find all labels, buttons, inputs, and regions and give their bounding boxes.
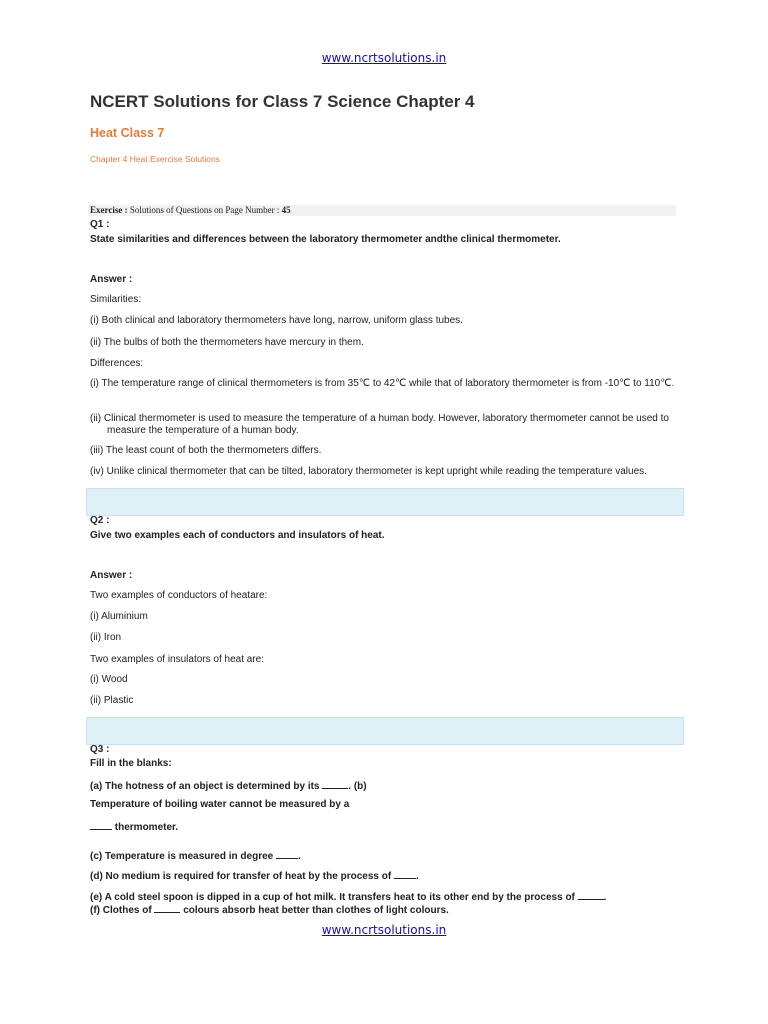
q2-question: Give two examples each of conductors and insulators of heat. <box>90 530 385 541</box>
q3-line-f-start: (f) Clothes of <box>90 905 152 916</box>
q3-line-c: (c) Temperature is measured in degree . <box>90 851 301 862</box>
q3-line-b2 <box>90 820 178 834</box>
q3-line-a-end: . (b) <box>348 781 367 792</box>
q3-line-f-end: colours absorb heat better than clothes of light colours. <box>183 905 449 916</box>
footer-site-link[interactable]: www.ncrtsolutions.in <box>321 923 447 937</box>
q1-answer-label: Answer : <box>90 274 133 285</box>
q3-line-a-text: (a) The hotness of an object is determined by its <box>90 781 320 792</box>
q3-label: Q3 : <box>90 744 110 755</box>
exercise-text: Solutions of Questions on Page Number : <box>129 205 280 215</box>
exercise-page-number: 45 <box>281 205 291 215</box>
q3-line-e-text: (e) A cold steel spoon is dipped in a cup of hot milk. It transfers heat to its other end by the process of <box>90 892 575 903</box>
q3-line-b1: Temperature of boiling water cannot be measured by a <box>90 799 350 810</box>
q2-insulator-2: (ii) Plastic <box>90 695 134 706</box>
q3-line-a <box>90 779 367 793</box>
q3-line-d: (d) No medium is required for transfer of heat by the process of . <box>90 871 419 882</box>
q1-similarities-label: Similarities: <box>90 294 142 305</box>
blank-line <box>154 903 180 913</box>
exercise-label: Exercise : <box>90 205 128 215</box>
q1-similarity-2: (ii) The bulbs of both the thermometers have mercury in them. <box>90 337 364 348</box>
q1-differences-label: Differences: <box>90 358 144 369</box>
blank-line <box>90 820 112 830</box>
q1-label: Q1 : <box>90 219 110 230</box>
question-separator <box>86 488 684 516</box>
q2-answer-label: Answer : <box>90 570 133 581</box>
q3-intro: Fill in the blanks: <box>90 758 172 769</box>
q3-line-f <box>90 903 449 917</box>
q1-difference-3: (iii) The least count of both the thermometers differs. <box>90 445 322 456</box>
header-site-link[interactable]: www.ncrtsolutions.in <box>321 51 447 65</box>
q1-question: State similarities and differences between the laboratory thermometer andthe clinical thermometer. <box>90 234 561 245</box>
q2-label: Q2 : <box>90 515 110 526</box>
q2-insulator-1: (i) Wood <box>90 674 128 685</box>
q1-difference-2: (ii) Clinical thermometer is used to measure the temperature of a human body. However, laboratory thermometer cannot be used to measure the temperature of a human body. <box>90 413 669 436</box>
question-separator <box>86 717 684 745</box>
blank-line <box>394 869 416 879</box>
q3-line-b2-text: thermometer. <box>114 822 179 833</box>
chapter-subsubtitle: Chapter 4 Heat Exercise Solutions <box>90 154 220 164</box>
q2-conductor-1: (i) Aluminium <box>90 611 148 622</box>
q3-line-c-text: (c) Temperature is measured in degree <box>90 851 274 862</box>
q2-conductor-2: (ii) Iron <box>90 632 122 643</box>
blank-line <box>276 849 298 859</box>
q2-conductors-label: Two examples of conductors of heatare: <box>90 590 268 601</box>
q1-similarity-1: (i) Both clinical and laboratory thermometers have long, narrow, uniform glass tubes. <box>90 315 463 326</box>
q1-difference-1: (i) The temperature range of clinical thermometers is from 35℃ to 42℃ while that of laboratory thermometer is from -10℃ to 110℃. <box>90 378 675 389</box>
page-title: NCERT Solutions for Class 7 Science Chapter 4 <box>90 92 475 111</box>
q3-line-d-text: (d) No medium is required for transfer of heat by the process of <box>90 871 392 882</box>
chapter-subtitle: Heat Class 7 <box>90 126 165 140</box>
exercise-bar <box>88 205 676 216</box>
q2-insulators-label: Two examples of insulators of heat are: <box>90 654 264 665</box>
blank-line <box>578 890 604 900</box>
blank-line <box>322 779 348 789</box>
q1-difference-4: (iv) Unlike clinical thermometer that can be tilted, laboratory thermometer is kept upright while reading the temperature values. <box>90 466 647 477</box>
q3-line-e: (e) A cold steel spoon is dipped in a cup of hot milk. It transfers heat to its other end by the process of . <box>90 892 607 903</box>
